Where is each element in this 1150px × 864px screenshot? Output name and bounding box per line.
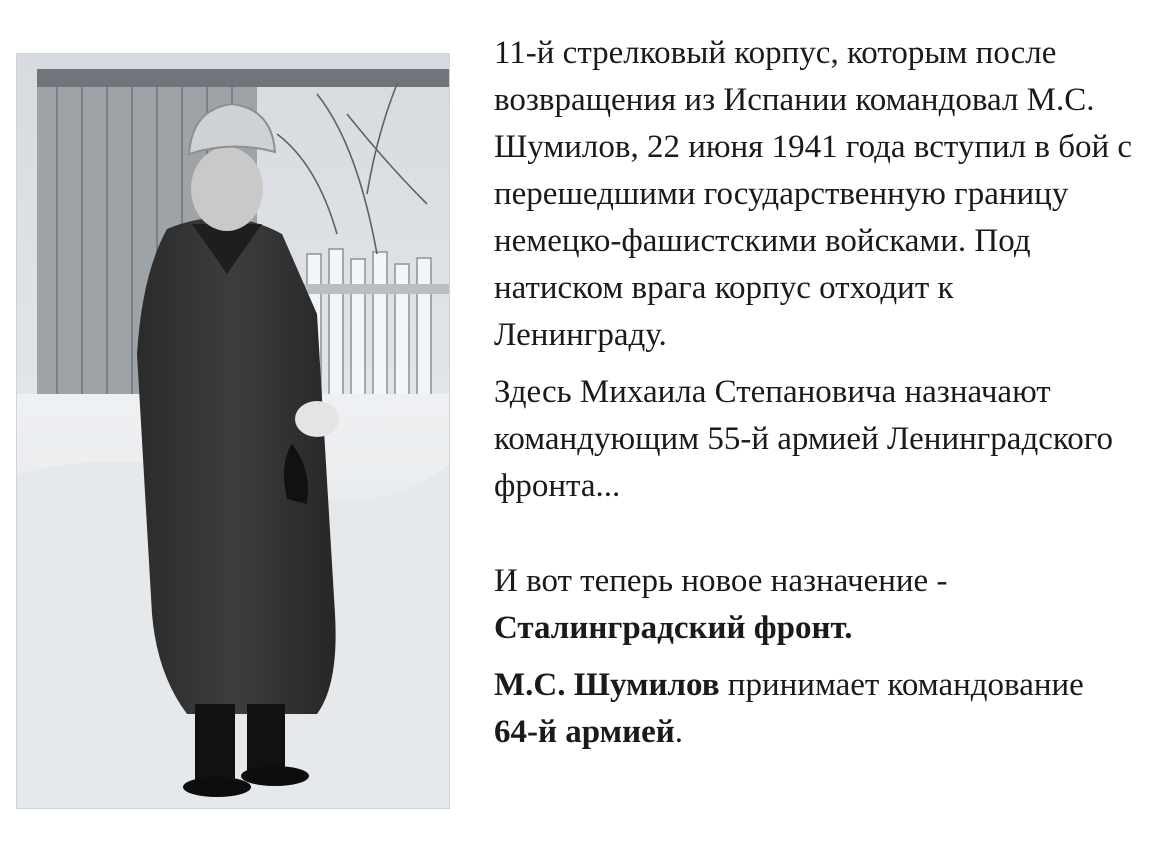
- paragraph-2: Здесь Михаила Степановича назначают командующим 55-й армией Ленинградского фронта...: [494, 374, 1113, 504]
- paragraph-4-army: 64-й армией: [494, 714, 675, 750]
- paragraph-4: [494, 662, 1134, 756]
- paragraph-4-mid: принимает командование: [719, 667, 1084, 703]
- paragraph-1: 11-й стрелковый корпус, которым после возвращения из Испании командовал М.С. Шумилов, 22 июня 1941 года вступил в бой с перешедшими государственную границу немецко-фашистскими войсками. Под натиском врага корпус отходит к Ленинграду.: [494, 35, 1133, 353]
- photo-illustration: [17, 54, 449, 808]
- portrait-photo: [16, 53, 450, 809]
- paragraph-3-bold: Сталинградский фронт.: [494, 610, 853, 646]
- paragraph-3: [494, 558, 1134, 652]
- paragraph-4-end: .: [674, 714, 684, 750]
- paragraph-3-lead: И вот теперь новое назначение -: [494, 563, 948, 599]
- text-block: [494, 30, 1134, 756]
- paragraph-4-name: М.С. Шумилов: [494, 667, 720, 703]
